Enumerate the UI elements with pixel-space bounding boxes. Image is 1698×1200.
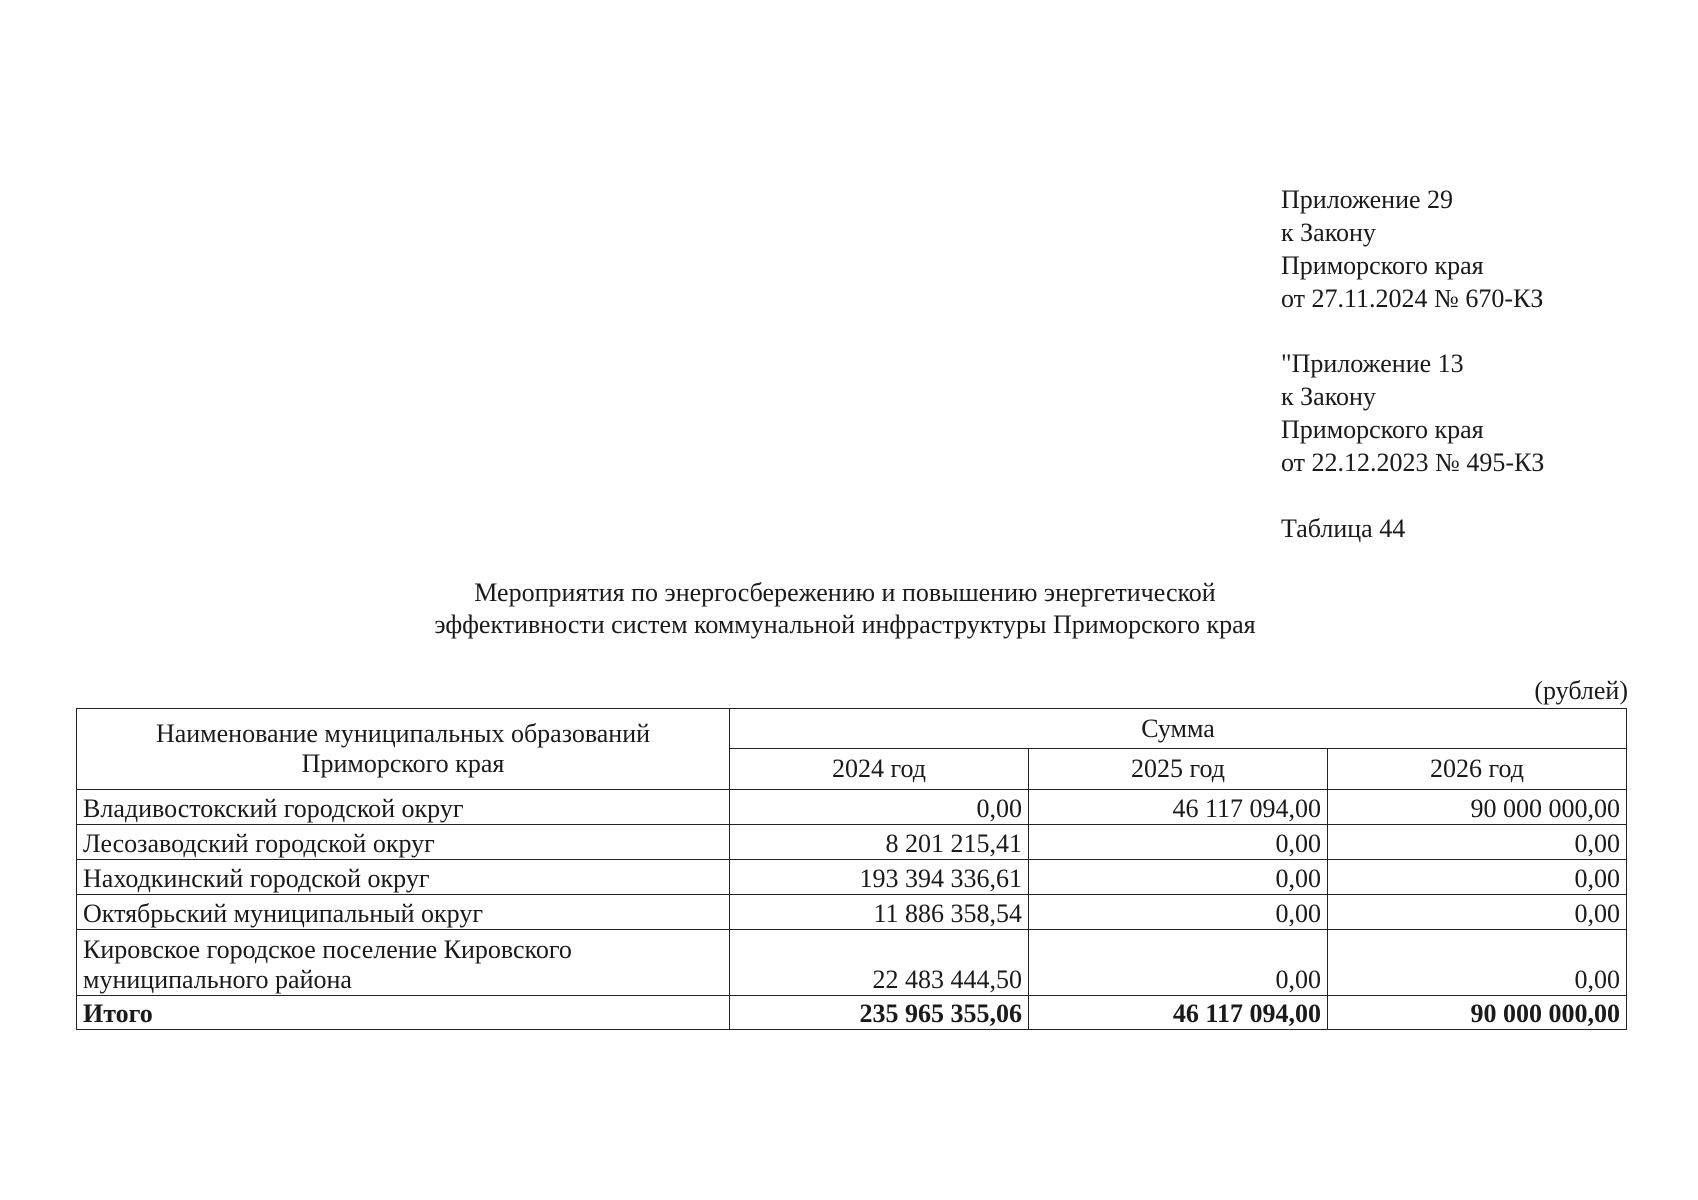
row-value-2025: 46 117 094,00 [1029,790,1328,825]
appendix-current-line: Приморского края [1281,251,1484,280]
row-value-2026: 0,00 [1328,860,1627,895]
appendix-previous-line: к Закону [1281,382,1376,411]
total-label: Итого [77,996,730,1030]
funding-table [76,708,1627,1030]
table-row [77,930,1627,996]
appendix-previous-line: "Приложение 13 [1281,349,1464,378]
row-name: Октябрьский муниципальный округ [77,895,730,930]
row-value-2024: 0,00 [730,790,1029,825]
appendix-current-line: Приложение 29 [1281,185,1454,214]
row-value-2025: 0,00 [1029,860,1328,895]
row-value-2025: 0,00 [1029,930,1328,996]
appendix-current-line: к Закону [1281,218,1376,247]
total-value-2025: 46 117 094,00 [1029,996,1328,1030]
row-value-2025: 0,00 [1029,825,1328,860]
table-row [77,790,1627,825]
row-value-2026: 90 000 000,00 [1328,790,1627,825]
row-value-2026: 0,00 [1328,825,1627,860]
appendix-previous-line: Приморского края [1281,415,1484,444]
row-name: Владивостокский городской округ [77,790,730,825]
row-value-2026: 0,00 [1328,930,1627,996]
title-line-1: Мероприятия по энергосбережению и повышению энергетической [474,578,1216,607]
appendix-previous-line: от 22.12.2023 № 495-КЗ [1281,448,1545,477]
row-value-2025: 0,00 [1029,895,1328,930]
row-name: Находкинский городской округ [77,860,730,895]
header-sum: Сумма [730,709,1627,749]
title-line-2: эффективности систем коммунальной инфраструктуры Приморского края [434,610,1256,639]
row-name: Лесозаводский городской округ [77,825,730,860]
header-year-2025: 2025 год [1029,749,1328,790]
total-value-2026: 90 000 000,00 [1328,996,1627,1030]
table-total-row [77,996,1627,1030]
row-value-2024: 11 886 358,54 [730,895,1029,930]
row-value-2024: 8 201 215,41 [730,825,1029,860]
row-value-2024: 22 483 444,50 [730,930,1029,996]
table-row [77,825,1627,860]
table-row [77,860,1627,895]
total-value-2024: 235 965 355,06 [730,996,1029,1030]
appendix-previous-header [1281,347,1544,479]
table-row [77,895,1627,930]
header-municipality: Наименование муниципальных образований Приморского края [77,709,730,790]
unit-label: (рублей) [1534,676,1628,705]
row-name: Кировское городское поселение Кировского муниципального района [77,930,730,996]
document-title [300,577,1390,641]
appendix-current-line: от 27.11.2024 № 670-КЗ [1281,284,1544,313]
header-year-2024: 2024 год [730,749,1029,790]
row-value-2026: 0,00 [1328,895,1627,930]
appendix-current-header [1281,183,1543,315]
header-year-2026: 2026 год [1328,749,1627,790]
table-number: Таблица 44 [1281,514,1406,543]
table-header-row [77,709,1627,749]
row-value-2024: 193 394 336,61 [730,860,1029,895]
